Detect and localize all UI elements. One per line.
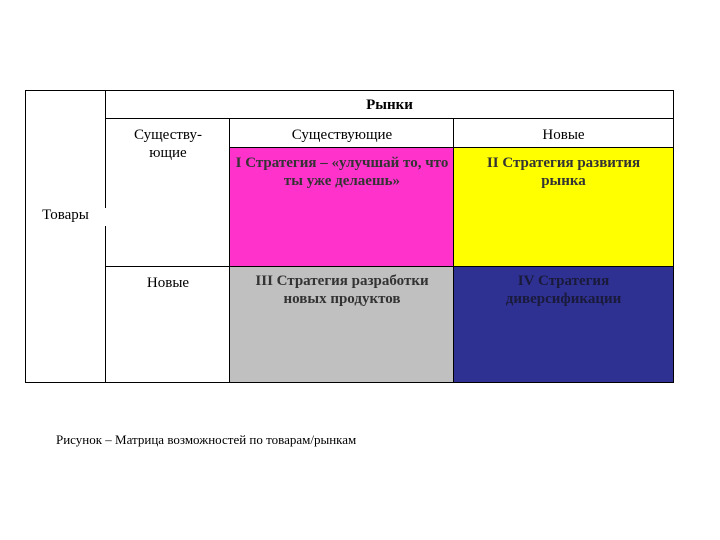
grid-outer-top: [25, 90, 674, 91]
strategy-cell-3: [230, 266, 454, 382]
row-label-existing: [110, 126, 226, 166]
strategy-2-text: II Стратегия развития рынка: [486, 155, 641, 189]
column-header-existing: [230, 126, 454, 146]
grid-row-label-divider: [229, 118, 230, 383]
grid-outer-left: [25, 90, 26, 383]
row-label-new: [106, 274, 230, 294]
products-header: [25, 206, 106, 226]
grid-header-divider: [229, 147, 674, 148]
strategy-4-text: IV Стратегия диверсификации: [505, 273, 622, 307]
strategy-1-text: I Стратегия – «улучшай то, что ты уже делаешь»: [235, 155, 449, 189]
strategy-cell-1: [230, 148, 454, 266]
grid-outer-right: [673, 90, 674, 383]
column-header-existing-text: Существующие: [291, 127, 393, 143]
strategy-3-text: III Стратегия разработки новых продуктов: [255, 273, 429, 307]
grid-outer-bottom: [25, 382, 674, 383]
column-header-new-text: Новые: [542, 127, 585, 143]
row-label-new-text: Новые: [146, 275, 190, 291]
grid-row-divider: [105, 266, 674, 267]
row-label-existing-text: Существу-ющие: [134, 127, 202, 161]
grid-left-divider-lower: [105, 226, 106, 383]
grid-markets-divider: [105, 118, 674, 119]
figure-caption: Рисунок – Матрица возможностей по товарам/рынкам: [56, 432, 357, 447]
column-header-new: [454, 126, 673, 146]
products-header-text: Товары: [42, 207, 89, 223]
markets-header: [106, 96, 673, 118]
markets-header-text: Рынки: [366, 97, 413, 113]
strategy-cell-2: [454, 148, 673, 266]
grid-column-divider: [453, 118, 454, 383]
strategy-cell-4: [454, 266, 673, 382]
grid-left-divider: [105, 90, 106, 208]
